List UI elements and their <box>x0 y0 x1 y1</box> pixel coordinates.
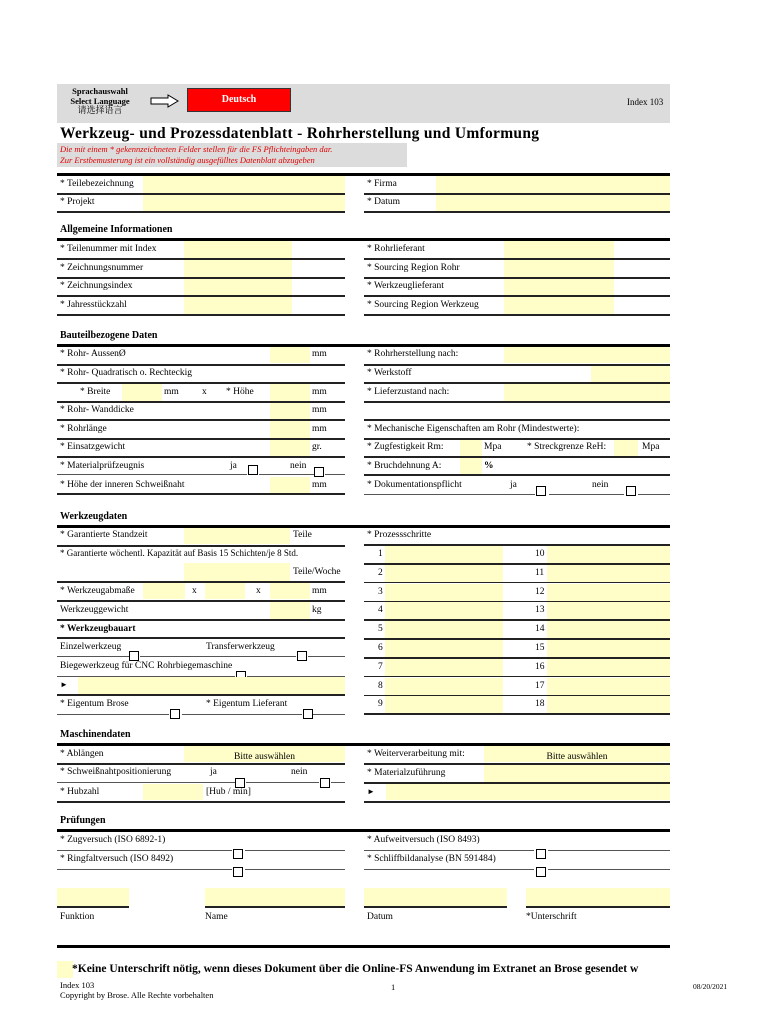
divider <box>57 474 247 475</box>
divider <box>57 763 345 765</box>
process-step-input[interactable] <box>385 659 503 676</box>
jahresstueckzahl-label: * Jahresstückzahl <box>60 300 127 310</box>
divider <box>364 906 507 908</box>
herstellung-label: * Rohrherstellung nach: <box>367 349 459 359</box>
unit-mm: mm <box>312 387 327 397</box>
doku-ja-checkbox[interactable] <box>536 486 546 496</box>
unit-mpa: Mpa <box>642 442 660 452</box>
process-step-input[interactable] <box>385 678 503 695</box>
datum-sign-input[interactable] <box>364 888 507 906</box>
ablaengen-select[interactable] <box>184 746 345 762</box>
zeugnis-label: * Materialprüfzeugnis <box>60 461 145 471</box>
aufweitversuch-label: * Aufweitversuch (ISO 8493) <box>367 835 480 845</box>
zugfestigkeit-input[interactable] <box>460 440 482 456</box>
divider <box>57 314 345 316</box>
divider <box>57 619 345 621</box>
datum-sign-label: Datum <box>367 912 393 922</box>
divider <box>364 869 534 870</box>
divider <box>57 211 345 213</box>
ablaengen-label: * Ablängen <box>60 749 104 759</box>
divider <box>57 493 345 495</box>
sourcing-werkzeug-label: * Sourcing Region Werkzeug <box>367 300 479 310</box>
process-step-input[interactable] <box>547 659 670 676</box>
unit-mm: mm <box>312 424 327 434</box>
footer-copyright: Copyright by Brose. Alle Rechte vorbehalten <box>60 990 214 1000</box>
divider <box>57 801 345 803</box>
divider <box>364 419 670 421</box>
divider <box>549 494 624 495</box>
process-step-number: 7 <box>378 661 383 672</box>
section-werkzeug-title: Werkzeugdaten <box>60 511 128 522</box>
divider <box>205 906 345 908</box>
divider <box>364 801 670 803</box>
unit-teile: Teile <box>293 530 312 540</box>
abmasse-y-input[interactable] <box>205 583 245 599</box>
process-step-input[interactable] <box>547 696 670 713</box>
process-step-number: 12 <box>535 586 545 597</box>
ja-label: ja <box>230 461 237 471</box>
divider <box>364 193 670 195</box>
hoehe-label: * Höhe <box>226 387 254 397</box>
divider <box>331 782 345 783</box>
einsatzgewicht-label: * Einsatzgewicht <box>60 442 126 452</box>
language-label-en: Select Language <box>70 96 130 106</box>
divider <box>57 364 345 366</box>
divider <box>259 474 314 475</box>
divider <box>325 474 345 475</box>
transferwerkzeug-checkbox[interactable] <box>297 651 307 661</box>
process-step-number: 17 <box>535 680 545 691</box>
unit-mm: mm <box>312 405 327 415</box>
index-label: Index 103 <box>627 97 664 107</box>
divider <box>308 656 345 657</box>
teilenummer-label: * Teilenummer mit Index <box>60 244 157 254</box>
arrow-icon: ► <box>367 787 375 796</box>
weiterverarbeitung-select-value: Bitte auswählen <box>546 752 608 762</box>
process-step-number: 9 <box>378 699 383 710</box>
nein-label: nein <box>291 767 308 777</box>
hoehe-input[interactable] <box>270 384 310 401</box>
name-input[interactable] <box>205 888 345 906</box>
divider <box>57 869 232 870</box>
breite-input[interactable] <box>122 384 162 401</box>
process-step-number: 15 <box>535 643 545 653</box>
divider <box>364 850 534 851</box>
funktion-label: Funktion <box>60 912 95 922</box>
section-pruefungen-title: Prüfungen <box>60 815 106 826</box>
herstellung-input[interactable] <box>504 347 670 363</box>
standzeit-input[interactable] <box>184 528 290 544</box>
divider <box>364 295 670 297</box>
unit-kg: kg <box>312 605 322 615</box>
arrow-right-icon <box>150 94 180 113</box>
rohrlieferant-label: * Rohrlieferant <box>367 244 425 254</box>
process-step-input[interactable] <box>547 621 670 638</box>
divider <box>245 869 345 870</box>
divider <box>57 829 670 832</box>
process-step-input[interactable] <box>385 602 503 619</box>
biegewerkzeug-input[interactable] <box>78 677 345 694</box>
divider <box>364 456 670 458</box>
streckgrenze-label: * Streckgrenze ReH: <box>527 442 607 452</box>
ja-label: ja <box>210 767 217 777</box>
materialzufuehrung-detail-input[interactable] <box>386 784 670 800</box>
process-step-input[interactable] <box>547 640 670 657</box>
werkstoff-input[interactable] <box>591 366 670 382</box>
divider <box>364 314 670 316</box>
divider <box>57 637 345 639</box>
note-line-2: Zur Erstbemusterung ist ein vollständig ausgefülltes Datenblatt abzugeben <box>60 155 315 165</box>
eigentum-brose-label: * Eigentum Brose <box>60 699 129 709</box>
times-label: x <box>256 586 261 596</box>
ringfaltversuch-label: * Ringfaltversuch (ISO 8492) <box>60 854 174 864</box>
divider <box>245 850 345 851</box>
process-step-input[interactable] <box>385 584 503 601</box>
mech-label: * Mechanische Eigenschaften am Rohr (Mindestwerte): <box>367 424 580 434</box>
unit-mm: mm <box>164 387 179 397</box>
process-step-number: 16 <box>535 661 545 672</box>
eigentum-brose-checkbox[interactable] <box>170 709 180 719</box>
hubzahl-input[interactable] <box>143 784 203 800</box>
schliffbildanalyse-label: * Schliffbildanalyse (BN 591484) <box>367 854 496 864</box>
divider <box>57 456 345 458</box>
divider <box>57 906 129 908</box>
unit-gr: gr. <box>312 442 322 452</box>
nein-label: nein <box>290 461 307 471</box>
footer-index: Index 103 <box>60 980 95 990</box>
bruchdehnung-label: * Bruchdehnung A: <box>367 461 442 471</box>
divider <box>182 714 302 715</box>
kapazitaet-input[interactable] <box>184 563 290 581</box>
abmasse-label: * Werkzeugabmaße <box>60 586 135 596</box>
wanddicke-label: * Rohr- Wanddicke <box>60 405 134 415</box>
bauart-label: * Werkzeugbauart <box>60 624 136 634</box>
laenge-label: * Rohrlänge <box>60 424 107 434</box>
zeugnis-ja-checkbox[interactable] <box>248 465 258 475</box>
divider <box>548 869 670 870</box>
hubzahl-label: * Hubzahl <box>60 787 100 797</box>
unit-teile-woche: Teile/Woche <box>293 567 341 577</box>
divider <box>57 694 345 696</box>
gewicht-input[interactable] <box>270 440 310 456</box>
schweiss-pos-nein-checkbox[interactable] <box>320 778 330 788</box>
streckgrenze-input[interactable] <box>614 440 638 456</box>
sourcing-rohr-label: * Sourcing Region Rohr <box>367 263 460 273</box>
transferwerkzeug-label: Transferwerkzeug <box>206 642 275 652</box>
zeichnungsnummer-label: * Zeichnungsnummer <box>60 263 144 273</box>
hub-unit: [Hub / min] <box>206 787 251 797</box>
quadratisch-label: * Rohr- Quadratisch o. Rechteckig <box>60 368 192 378</box>
language-select-button[interactable] <box>187 88 291 112</box>
aussen-input[interactable] <box>270 347 310 363</box>
process-step-input[interactable] <box>385 621 503 638</box>
process-step-number: 14 <box>535 624 545 635</box>
doku-label: * Dokumentationspflicht <box>367 480 462 490</box>
schweiss-pos-label: * Schweißnahtpositionierung <box>60 767 172 777</box>
unit-mm: mm <box>312 349 327 359</box>
divider <box>364 494 535 495</box>
divider <box>57 782 235 783</box>
lieferzustand-input[interactable] <box>504 384 670 401</box>
process-step-input[interactable] <box>547 546 670 563</box>
process-step-number: 5 <box>378 624 383 635</box>
process-step-input[interactable] <box>385 696 503 713</box>
werkzeuggewicht-label: Werkzeuggewicht <box>60 605 129 615</box>
ablaengen-select-value: Bitte auswählen <box>234 752 295 762</box>
zugversuch-label: * Zugversuch (ISO 6892-1) <box>60 835 166 845</box>
abmasse-x-input[interactable] <box>143 583 185 599</box>
divider <box>57 656 129 657</box>
divider <box>364 258 670 260</box>
bruchdehnung-input[interactable] <box>460 458 482 474</box>
unterschrift-input[interactable] <box>526 888 670 906</box>
biegewerkzeug-label: Biegewerkzeug für CNC Rohrbiegemaschine <box>60 661 233 671</box>
werkzeuggewicht-input[interactable] <box>270 602 310 619</box>
firma-label: * Firma <box>367 179 397 189</box>
divider <box>57 193 345 195</box>
process-step-number: 3 <box>378 586 383 597</box>
process-step-input[interactable] <box>547 678 670 695</box>
divider <box>526 906 670 908</box>
note-line-1: Die mit einem * gekennzeichneten Felder stellen für die FS Pflichteingaben dar. <box>60 144 333 154</box>
divider <box>364 713 670 715</box>
notice-text: *Keine Unterschrift nötig, wenn dieses Dokument über die Online-FS Anwendung im Extranet an Brose gesendet w <box>72 963 639 975</box>
divider <box>548 850 670 851</box>
prozessschritte-label: * Prozessschritte <box>367 530 432 540</box>
divider <box>638 494 670 495</box>
divider <box>364 277 670 279</box>
nein-label: nein <box>592 480 609 490</box>
language-label-de: Sprachauswahl <box>72 86 128 96</box>
werkstoff-label: * Werkstoff <box>367 368 412 378</box>
footer-date: 08/20/2021 <box>693 982 728 991</box>
process-step-input[interactable] <box>385 565 503 582</box>
divider <box>364 211 670 213</box>
divider <box>57 525 670 528</box>
process-step-number: 2 <box>378 567 383 578</box>
materialzufuehrung-input[interactable] <box>484 765 670 782</box>
aufweitversuch-checkbox[interactable] <box>536 849 546 859</box>
process-step-number: 11 <box>535 567 545 578</box>
schweissnaht-label: * Höhe der inneren Schweißnaht <box>60 480 185 490</box>
process-step-input[interactable] <box>547 602 670 619</box>
process-step-number: 8 <box>378 680 383 691</box>
teilebezeichnung-label: * Teilebezeichnung <box>60 179 134 189</box>
process-step-number: 4 <box>378 605 383 616</box>
page-title: Werkzeug- und Prozessdatenblatt - Rohrherstellung und Umformung <box>60 125 540 142</box>
zugfestigkeit-label: * Zugfestigkeit Rm: <box>367 442 444 452</box>
unterschrift-label: *Unterschrift <box>526 912 577 922</box>
wanddicke-input[interactable] <box>270 403 310 419</box>
language-select-label: Deutsch <box>221 94 257 105</box>
unit-mpa: Mpa <box>484 442 502 452</box>
ja-label: ja <box>510 480 517 490</box>
unit-percent: % <box>484 461 494 471</box>
kapazitaet-label: * Garantierte wöchentl. Kapazität auf Basis 15 Schichten/je 8 Std. <box>60 548 299 558</box>
einzelwerkzeug-label: Einzelwerkzeug <box>60 642 122 652</box>
divider <box>246 782 319 783</box>
section-maschine-title: Maschinendaten <box>60 729 131 740</box>
times-label: x <box>202 387 207 397</box>
divider <box>57 258 345 260</box>
process-step-number: 13 <box>535 605 545 616</box>
divider <box>57 945 670 948</box>
eigentum-lieferant-label: * Eigentum Lieferant <box>206 699 288 709</box>
schweissnaht-input[interactable] <box>270 477 310 493</box>
divider <box>57 850 232 851</box>
section-bauteil-title: Bauteilbezogene Daten <box>60 330 158 341</box>
weiterverarbeitung-label: * Weiterverarbeitung mit: <box>367 749 465 759</box>
name-label: Name <box>205 912 228 922</box>
datum-label: * Datum <box>367 197 400 207</box>
divider <box>57 295 345 297</box>
unit-mm: mm <box>312 480 327 490</box>
process-step-input[interactable] <box>547 565 670 582</box>
notice-marker <box>57 961 73 978</box>
schliffbildanalyse-checkbox[interactable] <box>536 867 546 877</box>
ringfaltversuch-checkbox[interactable] <box>233 867 243 877</box>
divider <box>313 714 345 715</box>
process-step-number: 1 <box>378 549 383 559</box>
process-step-input[interactable] <box>385 546 503 563</box>
process-step-input[interactable] <box>547 584 670 601</box>
materialzufuehrung-label: * Materialzuführung <box>367 768 446 778</box>
process-step-number: 18 <box>535 699 545 710</box>
projekt-label: * Projekt <box>60 197 95 207</box>
aussen-label: * Rohr- AussenØ <box>60 349 126 359</box>
language-label-zh: 请选择语言 <box>77 106 123 116</box>
divider <box>364 474 670 476</box>
lieferzustand-label: * Lieferzustand nach: <box>367 387 450 397</box>
divider <box>57 714 169 715</box>
section-allgemein-title: Allgemeine Informationen <box>60 224 173 235</box>
unit-mm: mm <box>312 586 327 596</box>
breite-label: * Breite <box>80 387 111 397</box>
standzeit-label: * Garantierte Standzeit <box>60 530 148 540</box>
process-step-number: 6 <box>378 643 383 653</box>
language-bar <box>57 84 670 123</box>
funktion-input[interactable] <box>57 888 129 906</box>
zugversuch-checkbox[interactable] <box>233 849 243 859</box>
laenge-input[interactable] <box>270 421 310 438</box>
divider <box>364 401 670 403</box>
process-step-input[interactable] <box>385 640 503 657</box>
weiterverarbeitung-select[interactable] <box>484 746 670 762</box>
process-step-number: 10 <box>535 549 545 559</box>
divider <box>57 277 345 279</box>
doku-nein-checkbox[interactable] <box>626 486 636 496</box>
zeichnungsindex-label: * Zeichnungsindex <box>60 281 133 291</box>
abmasse-z-input[interactable] <box>270 583 310 599</box>
zeugnis-nein-checkbox[interactable] <box>314 467 324 477</box>
divider <box>140 656 296 657</box>
werkzeuglieferant-label: * Werkzeuglieferant <box>367 281 444 291</box>
footer-page-number: 1 <box>391 982 396 992</box>
eigentum-lieferant-checkbox[interactable] <box>303 709 313 719</box>
arrow-icon: ► <box>60 680 68 689</box>
times-label: x <box>192 586 197 596</box>
